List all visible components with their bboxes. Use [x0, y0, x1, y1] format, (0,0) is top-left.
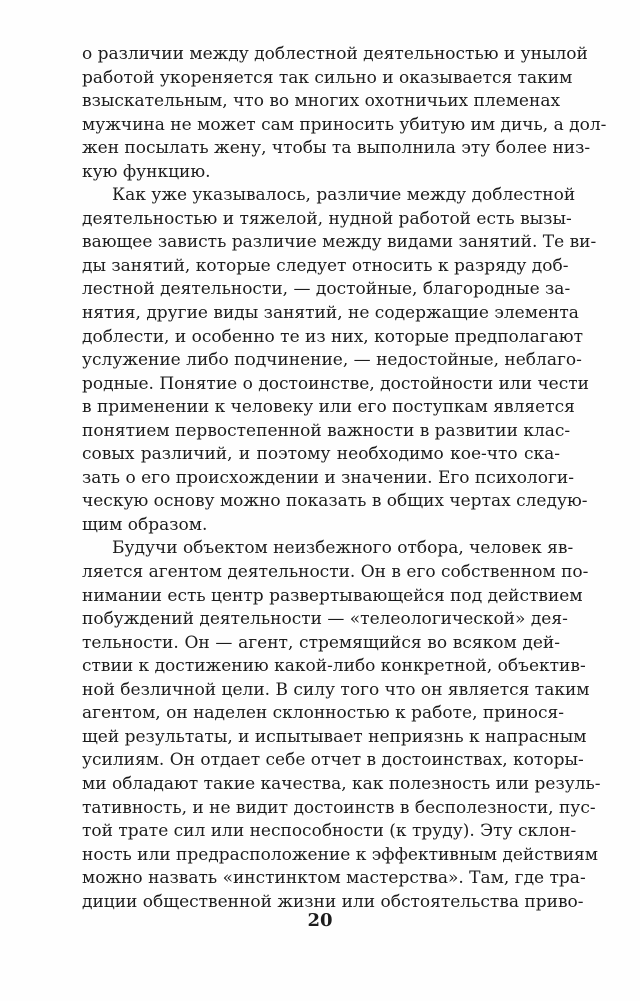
text-line: нятия, другие виды занятий, не содержащие элемента [82, 303, 579, 324]
text-line: в применении к человеку или его поступкам является [82, 397, 575, 418]
text-line: тельности. Он — агент, стремящийся во всяком дей- [82, 632, 560, 653]
text-line: ствии к достижению какой-либо конкретной, объектив- [82, 656, 586, 677]
text-line: понятием первостепенной важности в развитии клас- [82, 420, 571, 441]
text-line: лестной деятельности, — достойные, благородные за- [82, 279, 571, 300]
text-line: ми обладают такие качества, как полезность или резуль- [82, 773, 601, 794]
text-line: услужение либо подчинение, — недостойные, неблаго- [82, 350, 582, 371]
text-line: ность или предрасположение к эффективным действиям [82, 844, 598, 865]
text-line: мужчина не может сам приносить убитую им дичь, а дол- [82, 114, 607, 135]
paragraph [82, 537, 601, 914]
paragraph [82, 184, 597, 537]
text-line: побуждений деятельности — «телеологической» дея- [82, 609, 568, 630]
paragraph [82, 43, 607, 184]
text-line: ды занятий, которые следует относить к разряду доб- [82, 255, 569, 276]
text-line: ческую основу можно показать в общих чертах следую- [82, 491, 588, 512]
text-line: Будучи объектом неизбежного отбора, человек яв- [112, 538, 574, 559]
text-line: тативность, и не видит достоинств в бесполезности, пус- [82, 797, 596, 818]
text-line: доблести, и особенно те из них, которые предполагают [82, 326, 583, 347]
page-body [82, 43, 607, 914]
text-line: вающее зависть различие между видами занятий. Те ви- [82, 232, 597, 253]
text-line: можно назвать «инстинктом мастерства». Там, где тра- [82, 868, 586, 889]
text-line: ной безличной цели. В силу того что он является таким [82, 679, 590, 700]
text-line: ляется агентом деятельности. Он в его собственном по- [82, 562, 589, 583]
text-line: совых различий, и поэтому необходимо кое-что ска- [82, 444, 560, 465]
text-line: усилиям. Он отдает себе отчет в достоинствах, которы- [82, 750, 584, 771]
text-line: о различии между доблестной деятельностью и унылой [82, 44, 588, 64]
text-line: кую функцию. [82, 161, 211, 182]
text-line: щей результаты, и испытывает неприязнь к напрасным [82, 726, 587, 747]
text-line: нимании есть центр развертывающейся под действием [82, 585, 583, 606]
text-line: той трате сил или неспособности (к труду). Эту склон- [82, 821, 577, 842]
page-number: 20 [307, 910, 333, 931]
text-line: Как уже указывалось, различие между доблестной [112, 185, 576, 206]
text-line: щим образом. [82, 514, 208, 535]
text-line: диции общественной жизни или обстоятельства приво- [82, 891, 584, 912]
text-line: взыскательным, что во многих охотничьих племенах [82, 91, 561, 112]
text-line: деятельностью и тяжелой, нудной работой есть вызы- [82, 208, 572, 229]
text-line: агентом, он наделен склонностью к работе, принося- [82, 703, 565, 724]
text-line: родные. Понятие о достоинстве, достойности или чести [82, 373, 589, 394]
text-line: работой укореняется так сильно и оказывается таким [82, 67, 573, 88]
text-line: жен посылать жену, чтобы та выполнила эту более низ- [82, 138, 591, 159]
text-line: зать о его происхождении и значении. Его психологи- [82, 467, 574, 488]
